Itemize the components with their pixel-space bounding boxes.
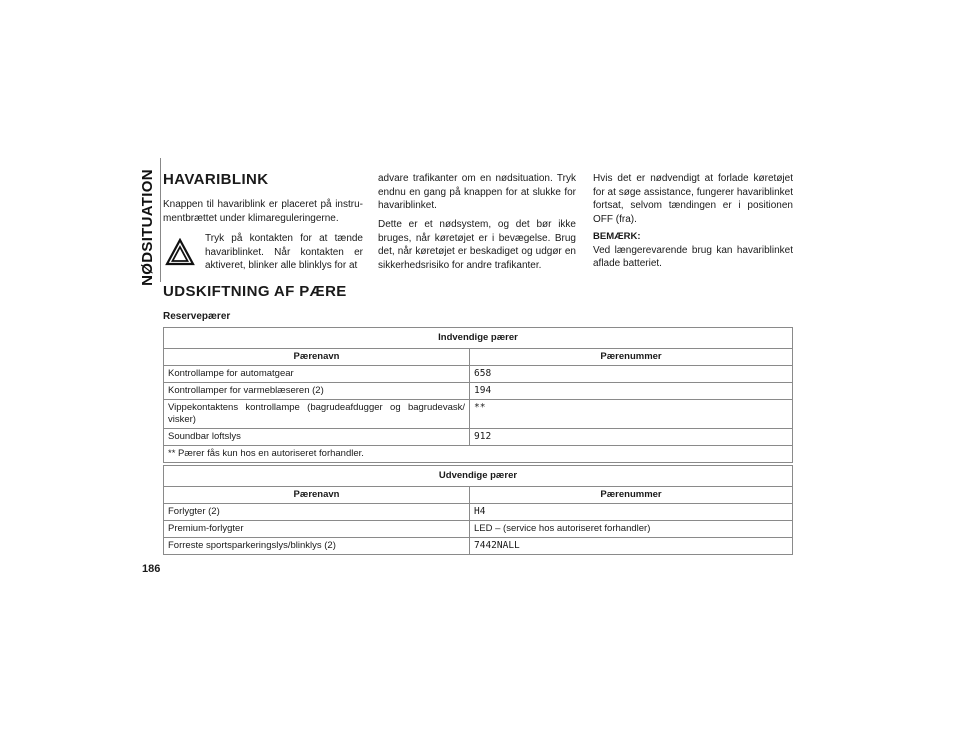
bulb-name: Kontrollamper for varmeblæseren (2) — [164, 383, 470, 400]
hazard-note — [593, 230, 793, 271]
spare-bulbs-subheading: Reservepærer — [163, 311, 231, 322]
bulb-number: 7442NALL — [470, 538, 793, 555]
bulb-replacement-heading: UDSKIFTNING AF PÆRE — [163, 283, 347, 300]
table-row — [164, 538, 793, 555]
note-label: BEMÆRK: — [593, 231, 641, 242]
hazard-paragraph-warn: advare trafikanter om en nødsituation. Tryk endnu en gang på knappen for at slukke for havariblinket. — [378, 173, 576, 212]
bulb-number: 658 — [470, 366, 793, 383]
bulb-name: Premium-forlygter — [164, 521, 470, 538]
exterior-bulbs-table — [163, 465, 793, 555]
section-tab — [137, 168, 157, 286]
hazard-paragraph-leave: Hvis det er nødvendigt at forlade køretøjet for at søge assistance, fungerer havariblinket fortsat, selvom tændingen er i positionen OFF (fra). — [593, 173, 793, 225]
bulb-name: Forlygter (2) — [164, 504, 470, 521]
hazard-triangle-icon — [165, 238, 195, 266]
column-header-name: Pærenavn — [164, 349, 470, 366]
page-number: 186 — [142, 563, 161, 575]
section-tab-label: NØDSITUATION — [138, 168, 156, 286]
bulb-name: Vippekontaktens kontrollampe (bagrudeafdugger og bagrudevask/ visker) — [164, 400, 470, 429]
table-row — [164, 504, 793, 521]
column-header-number: Pærenummer — [470, 487, 793, 504]
column-header-number: Pærenummer — [470, 349, 793, 366]
table-row — [164, 429, 793, 446]
table-title: Indvendige pærer — [164, 328, 793, 349]
hazard-heading: HAVARIBLINK — [163, 171, 269, 188]
interior-bulbs-table — [163, 327, 793, 463]
bulb-number: LED – (service hos autoriseret forhandler) — [470, 521, 793, 538]
hazard-paragraph-location: Knappen til havariblink er placeret på instru-mentbrættet under klimareguleringerne. — [163, 199, 363, 224]
section-divider — [160, 158, 161, 282]
note-text: Ved længerevarende brug kan havariblinket aflade batteriet. — [593, 244, 793, 270]
bulb-name: Kontrollampe for automatgear — [164, 366, 470, 383]
table-row — [164, 521, 793, 538]
table-row — [164, 366, 793, 383]
hazard-paragraph-press: Tryk på kontakten for at tænde havariblinket. Når kontakten er aktiveret, blinker alle blinklys for at — [205, 233, 363, 272]
table-title: Udvendige pærer — [164, 466, 793, 487]
bulb-number: ** — [470, 400, 793, 429]
column-header-name: Pærenavn — [164, 487, 470, 504]
table-footnote: ** Pærer fås kun hos en autoriseret forhandler. — [164, 446, 793, 463]
bulb-number: H4 — [470, 504, 793, 521]
bulb-number: 194 — [470, 383, 793, 400]
bulb-name: Forreste sportsparkeringslys/blinklys (2) — [164, 538, 470, 555]
hazard-paragraph-emergency: Dette er et nødsystem, og det bør ikke bruges, når køretøjet er i bevægelse. Brug det, når køretøjet er beskadiget og udgør en sikkerhedsrisiko for andre trafikanter. — [378, 219, 576, 271]
bulb-name: Soundbar loftslys — [164, 429, 470, 446]
bulb-number: 912 — [470, 429, 793, 446]
table-row — [164, 400, 793, 429]
table-row — [164, 383, 793, 400]
